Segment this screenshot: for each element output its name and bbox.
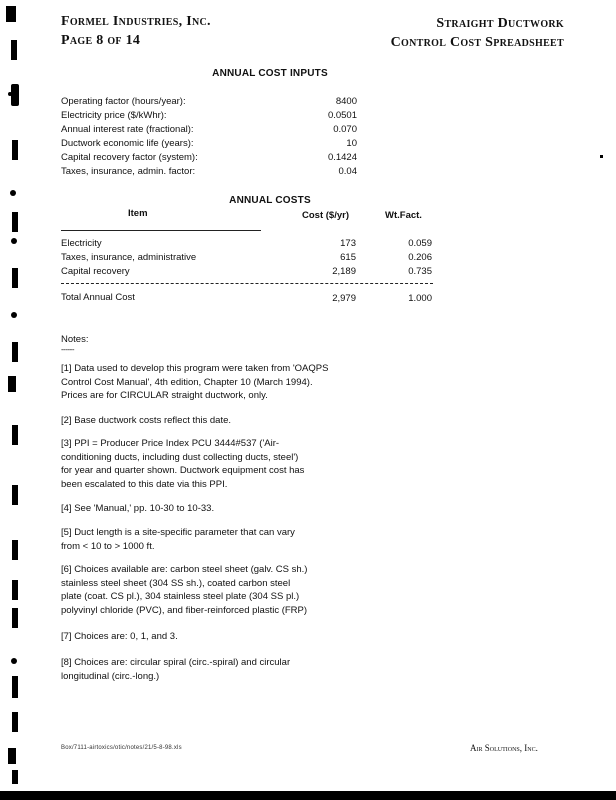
company-brand: Air Solutions, Inc. <box>470 743 538 753</box>
note-3: [3] PPI = Producer Price Index PCU 3444#537 ('Air- conditioning ducts, including dust collecting ducts, steel') for year and quarter shown. Ductwork equipment cost has been escalated to this date via this PPI. <box>61 438 305 490</box>
document-title-line2: Control Cost Spreadsheet <box>390 35 564 50</box>
weight-factor-value: 0.206 <box>408 252 432 263</box>
note-2: [2] Base ductwork costs reflect this date. <box>61 415 232 426</box>
total-cost-value: 2,979 <box>332 293 356 304</box>
cost-value: 173 <box>340 238 356 249</box>
input-value: 8400 <box>335 96 357 107</box>
note-6: [6] Choices available are: carbon steel sheet (galv. CS sh.) stainless steel sheet (304 SS sh.), coated carbon steel plate (coat. CS pl.), 304 stainless steel plate (304 SS pl.) polyvinyl chloride (PVC), and fiber-reinforced plastic (FRP) <box>61 564 308 616</box>
input-value: 0.070 <box>333 124 357 135</box>
cost-item: Electricity <box>61 238 102 249</box>
input-label: Annual interest rate (fractional): <box>61 124 194 135</box>
cost-value: 2,189 <box>332 266 356 277</box>
scan-bottom-edge <box>0 791 616 800</box>
input-label: Capital recovery factor (system): <box>61 152 198 163</box>
document-title-line1: Straight Ductwork <box>436 16 564 31</box>
weight-factor-value: 0.735 <box>408 266 432 277</box>
column-header-cost: Cost ($/yr) <box>302 210 349 221</box>
weight-factor-value: 0.059 <box>408 238 432 249</box>
note-8: [8] Choices are: circular spiral (circ.-spiral) and circular longitudinal (circ.-long.) <box>61 657 291 682</box>
input-value: 10 <box>346 138 357 149</box>
total-label: Total Annual Cost <box>61 292 135 303</box>
input-label: Operating factor (hours/year): <box>61 96 186 107</box>
cost-item: Capital recovery <box>61 266 130 277</box>
annual-costs-title: ANNUAL COSTS <box>229 195 311 206</box>
note-4: [4] See 'Manual,' pp. 10-30 to 10-33. <box>61 503 215 514</box>
cost-value: 615 <box>340 252 356 263</box>
input-label: Ductwork economic life (years): <box>61 138 194 149</box>
note-5: [5] Duct length is a site-specific parameter that can vary from < 10 to > 1000 ft. <box>61 527 295 552</box>
column-header-weight-factor: Wt.Fact. <box>385 210 422 221</box>
input-value: 0.0501 <box>327 110 357 121</box>
notes-title: Notes: <box>61 334 89 345</box>
input-label: Electricity price ($/kWhr): <box>61 110 167 121</box>
total-rule <box>61 283 433 284</box>
page-number: Page 8 of 14 <box>61 33 141 48</box>
cost-item: Taxes, insurance, administrative <box>61 252 197 263</box>
note-1: [1] Data used to develop this program were taken from 'OAQPS Control Cost Manual', 4th edition, Chapter 10 (March 1994). Prices are for CIRCULAR straight ductwork, only. <box>61 363 329 401</box>
company-name: Formel Industries, Inc. <box>61 14 211 29</box>
input-value: 0.04 <box>338 166 357 177</box>
header-rule <box>61 230 261 231</box>
annual-cost-inputs-title: ANNUAL COST INPUTS <box>212 68 328 79</box>
column-header-item: Item <box>128 208 148 219</box>
notes-underline: ------ <box>61 345 74 354</box>
note-7: [7] Choices are: 0, 1, and 3. <box>61 631 178 642</box>
file-path: Box/7111-airtoxics/otic/notes/21/5-8-98.xls <box>61 745 182 751</box>
input-label: Taxes, insurance, admin. factor: <box>61 166 196 177</box>
total-weight-factor-value: 1.000 <box>408 293 432 304</box>
input-value: 0.1424 <box>327 152 357 163</box>
